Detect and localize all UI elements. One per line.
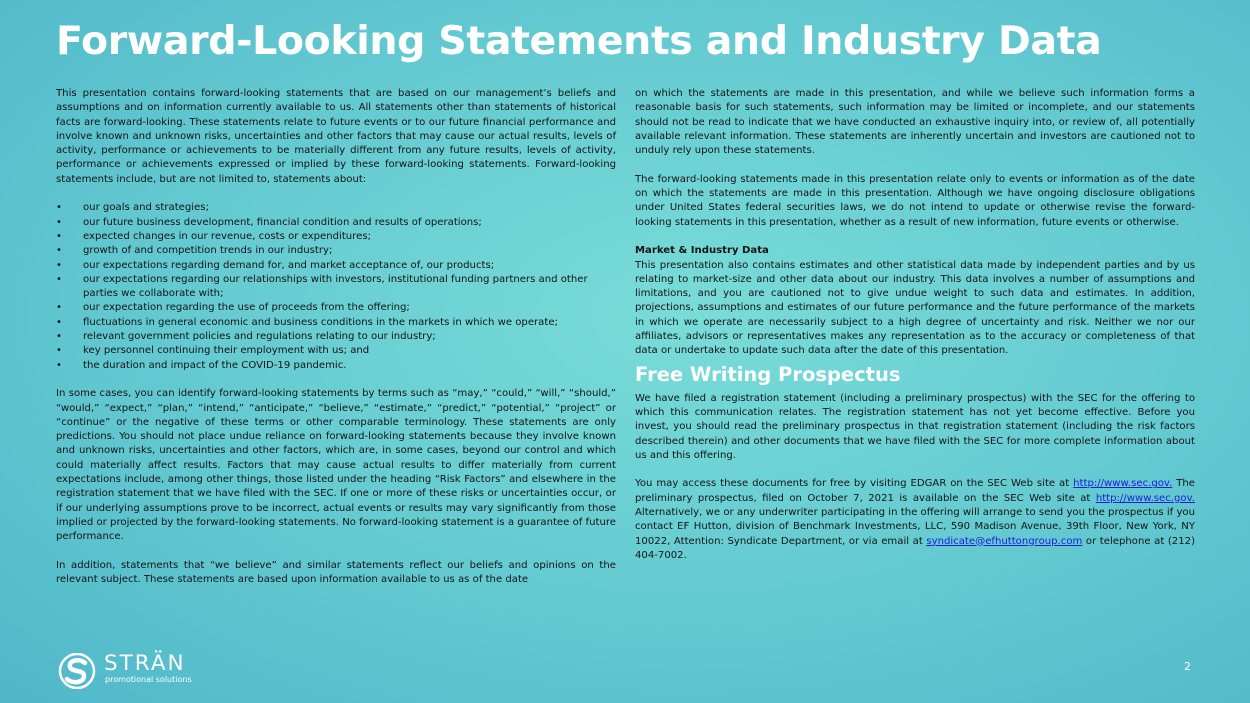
free-writing-prospectus-heading: Free Writing Prospectus bbox=[635, 362, 901, 386]
market-data-paragraph: This presentation also contains estimates and other statistical data made by independent parties and by us relating to market-size and other data about our industry. This data involves a number of assumptions and limitations, and you are cautioned not to give undue weight to such data and estimates. In addition, projections, assumptions and estimates of our future performance and the future performance of the markets in which we operate are necessarily subject to a high degree of uncertainty and risk. Neither we nor our affiliates, advisors or representatives makes any representation as to the accuracy or completeness of that data or undertake to update such data after the date of this presentation. bbox=[635, 259, 1195, 357]
beliefs-paragraph: In addition, statements that “we believe” and similar statements reflect our beliefs and opinions on the relevant subject. These statements are based upon information available to us as of the date bbox=[56, 559, 616, 586]
list-item: • our future business development, financial condition and results of operations; bbox=[56, 216, 616, 230]
list-item: • growth of and competition trends in our industry; bbox=[56, 244, 616, 258]
list-item: • expected changes in our revenue, costs or expenditures; bbox=[56, 230, 616, 244]
left-column bbox=[56, 87, 616, 587]
list-item: • the duration and impact of the COVID-19 pandemic. bbox=[56, 359, 616, 373]
update-disclaimer-paragraph: The forward-looking statements made in this presentation relate only to events or information as of the date on which the statements are made in this presentation. Although we have ongoing disclosure obligations under United States federal securities laws, we do not intend to update or otherwise revise the forward-looking statements in this presentation, whether as a result of new information, future events or otherwise. bbox=[635, 173, 1195, 228]
list-item: • our goals and strategies; bbox=[56, 201, 616, 215]
logo-wordmark: STRÄN bbox=[104, 651, 186, 676]
stran-logo-icon bbox=[58, 653, 96, 689]
intro-paragraph: This presentation contains forward-looking statements that are based on our management’s beliefs and assumptions and on information currently available to us. All statements other than statements of historical facts are forward-looking. These statements relate to future events or to our future financial performance and involve known and unknown risks, uncertainties and other factors that may cause our actual results, levels of activity, performance or achievements to be materially different from any future results, levels of activity, performance or achievements expressed or implied by these forward-looking statements. Forward-looking statements include, but are not limited to, statements about: bbox=[56, 88, 616, 185]
registration-paragraph: We have filed a registration statement (including a preliminary prospectus) with the SEC for the offering to which this communication relates. The registration statement has not yet become effective. Before you invest, you should read the preliminary prospectus in that registration statement (including the risk factors described therein) and other documents that we have filed with the SEC for more complete information about us and this offering. bbox=[635, 392, 1195, 461]
list-item: • our expectation regarding the use of proceeds from the offering; bbox=[56, 301, 616, 315]
company-logo bbox=[58, 653, 218, 691]
statements-list bbox=[56, 201, 616, 373]
sec-link[interactable]: http://www.sec.gov. bbox=[1073, 478, 1173, 490]
list-item: • relevant government policies and regulations relating to our industry; bbox=[56, 330, 616, 344]
identification-paragraph: In some cases, you can identify forward-looking statements by terms such as “may,” “could,” “will,” “should,” “would,” “expect,” “plan,” “intend,” “anticipate,” “believe,” “estimate,” “predict,” “potential,” “project” or “continue” or the negative of these terms or other comparable terminology. These statements are only predictions. You should not place undue reliance on forward-looking statements because they involve known and unknown risks, uncertainties and other factors, which are, in some cases, beyond our control and which could materially affect results. Factors that may cause actual results to differ materially from current expectations include, among other things, those listed under the heading “Risk Factors” and elsewhere in the registration statement that we have filed with the SEC. If one or more of these risks or uncertainties occur, or if our underlying assumptions prove to be incorrect, actual events or results may vary significantly from those implied or projected by the forward-looking statements. No forward-looking statement is a guarantee of future performance. bbox=[56, 388, 616, 543]
list-item: • our expectations regarding demand for, and market acceptance of, our products; bbox=[56, 259, 616, 273]
email-link[interactable]: syndicate@efhuttongroup.com bbox=[926, 535, 1083, 547]
page-title: Forward-Looking Statements and Industry Data bbox=[56, 18, 1102, 64]
market-data-heading: Market & Industry Data bbox=[635, 245, 769, 257]
continuation-paragraph: on which the statements are made in this presentation, and while we believe such information forms a reasonable basis for such statements, such information may be limited or incomplete, and our statements should not be read to indicate that we have conducted an exhaustive inquiry into, or review of, all potentially available relevant information. These statements are inherently uncertain and investors are cautioned not to unduly rely upon these statements. bbox=[635, 88, 1195, 157]
list-item: • our expectations regarding our relationships with investors, institutional funding partners and other parties we collaborate with; bbox=[56, 273, 616, 302]
right-column bbox=[635, 87, 1195, 563]
sec-link-2[interactable]: http://www.sec.gov. bbox=[1095, 492, 1195, 504]
page-number: 2 bbox=[1184, 660, 1191, 673]
list-item: • fluctuations in general economic and business conditions in the markets in which we operate; bbox=[56, 316, 616, 330]
access-paragraph: You may access these documents for free by visiting EDGAR on the SEC Web site at http://www.sec.gov. The preliminary prospectus, filed on October 7, 2021 is available on the SEC Web site at http://www.sec.gov. Alternatively, we or any underwriter participating in the offering will arrange to send you the prospectus if you contact EF Hutton, division of Benchmark Investments, LLC, 590 Madison Avenue, 39th Floor, New York, NY 10022, Attention: Syndicate Department, or via email at syndicate@efhuttongroup.com or telephone at (212) 404-7002. bbox=[635, 478, 1196, 561]
logo-tagline: promotional solutions bbox=[105, 675, 192, 684]
list-item: • key personnel continuing their employment with us; and bbox=[56, 344, 616, 358]
